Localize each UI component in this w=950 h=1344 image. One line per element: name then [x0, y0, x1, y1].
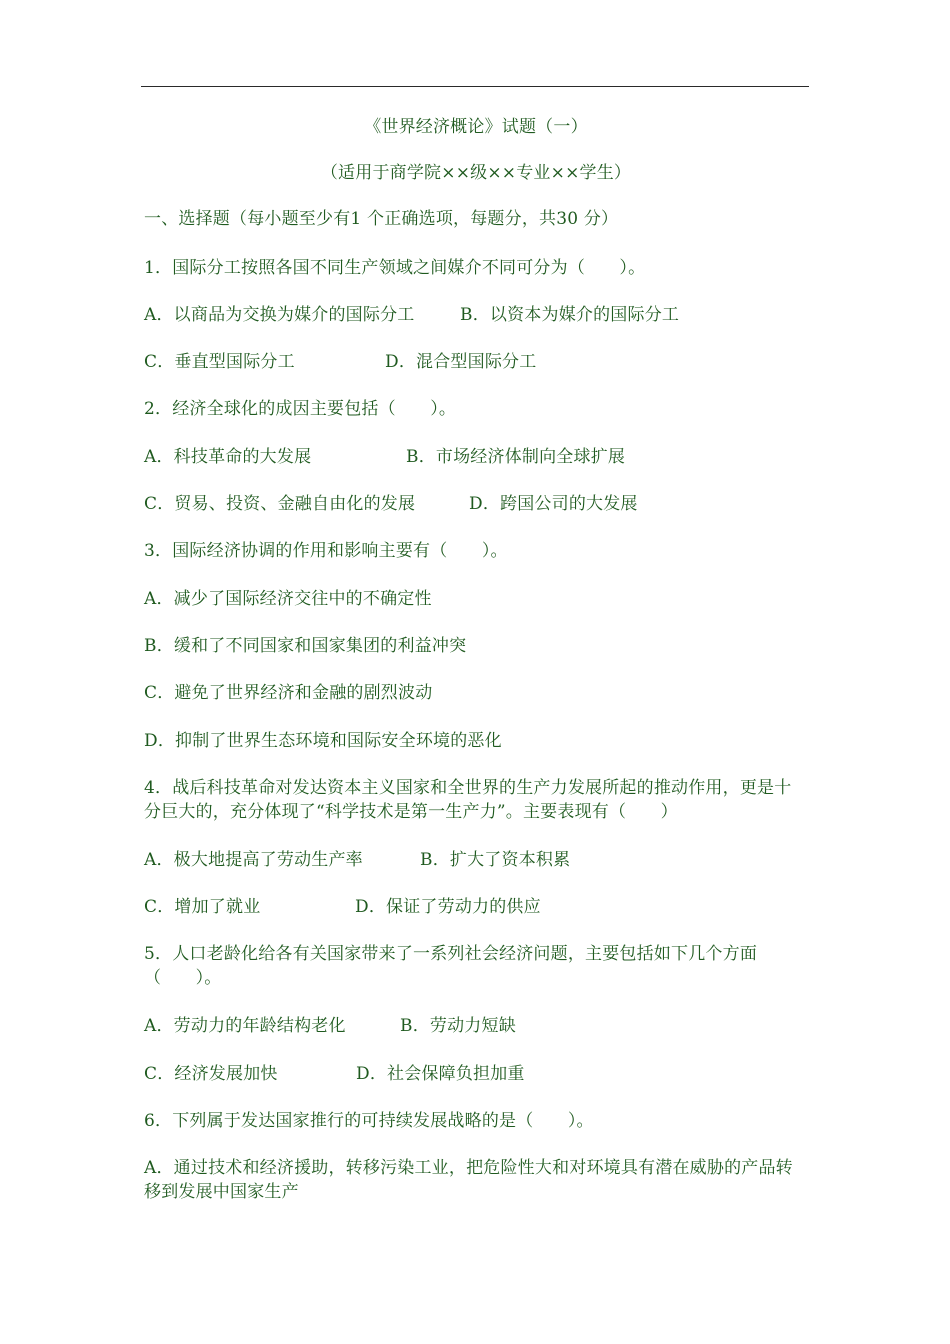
- question-4-stem: 4．战后科技革命对发达资本主义国家和全世界的生产力发展所起的推动作用，更是十分巨大的，充分体现了“科学技术是第一生产力”。主要表现有（ ）: [144, 778, 792, 822]
- question-1-stem: 1．国际分工按照各国不同生产领域之间媒介不同可分为（ ）。: [144, 258, 646, 278]
- question-5-options-row-1: [144, 1014, 808, 1038]
- question-1-option-d: D．混合型国际分工: [385, 352, 537, 372]
- question-3-stem: 3．国际经济协调的作用和影响主要有（ ）。: [144, 541, 508, 561]
- question-5-options-row-2: [144, 1062, 808, 1086]
- question-5-option-b: B．劳动力短缺: [400, 1016, 516, 1036]
- question-2-options-row-1: [144, 445, 808, 469]
- question-4-option-d: D．保证了劳动力的供应: [355, 897, 541, 917]
- question-2-option-d: D．跨国公司的大发展: [469, 494, 638, 514]
- question-2-options-row-2: [144, 492, 808, 516]
- question-2-option-a: A．科技革命的大发展: [144, 447, 312, 467]
- header-rule: [141, 86, 809, 87]
- question-1-option-c: C．垂直型国际分工: [144, 352, 295, 372]
- question-1-options-row-2: [144, 350, 808, 374]
- question-4-options-row-1: [144, 848, 808, 872]
- question-4-option-a: A．极大地提高了劳动生产率: [144, 850, 363, 870]
- question-4-option-c: C．增加了就业: [144, 897, 261, 917]
- question-3-option-b: B．缓和了不同国家和国家集团的利益冲突: [144, 636, 467, 656]
- question-4-option-b: B．扩大了资本积累: [420, 850, 571, 870]
- question-5-option-a: A．劳动力的年龄结构老化: [144, 1016, 346, 1036]
- question-1-options-row-1: [144, 303, 808, 327]
- question-6-stem: 6．下列属于发达国家推行的可持续发展战略的是（ ）。: [144, 1111, 594, 1131]
- question-3-option-a: A．减少了国际经济交往中的不确定性: [144, 589, 432, 609]
- question-1-option-b: B．以资本为媒介的国际分工: [460, 305, 680, 325]
- question-3-option-d: D．抑制了世界生态环境和国际安全环境的恶化: [144, 731, 502, 751]
- section-heading: 一、选择题（每小题至少有1 个正确选项，每题分，共30 分）: [144, 209, 619, 229]
- question-2-option-b: B．市场经济体制向全球扩展: [406, 447, 626, 467]
- question-4-options-row-2: [144, 895, 808, 919]
- question-5-option-c: C．经济发展加快: [144, 1064, 278, 1084]
- question-3-option-c: C．避免了世界经济和金融的剧烈波动: [144, 683, 433, 703]
- question-6-option-a: A．通过技术和经济援助，转移污染工业，把危险性大和对环境具有潜在威胁的产品转移到发展中国家生产: [144, 1158, 793, 1202]
- exam-subtitle: （适用于商学院××级××专业××学生）: [320, 163, 632, 183]
- question-5-stem: 5．人口老龄化给各有关国家带来了一系列社会经济问题，主要包括如下几个方面（ ）。: [144, 944, 758, 988]
- question-1-option-a: A．以商品为交换为媒介的国际分工: [144, 305, 415, 325]
- exam-title: 《世界经济概论》试题（一）: [364, 117, 588, 137]
- question-2-option-c: C．贸易、投资、金融自由化的发展: [144, 494, 416, 514]
- question-2-stem: 2．经济全球化的成因主要包括（ ）。: [144, 399, 457, 419]
- question-5-option-d: D．社会保障负担加重: [356, 1064, 525, 1084]
